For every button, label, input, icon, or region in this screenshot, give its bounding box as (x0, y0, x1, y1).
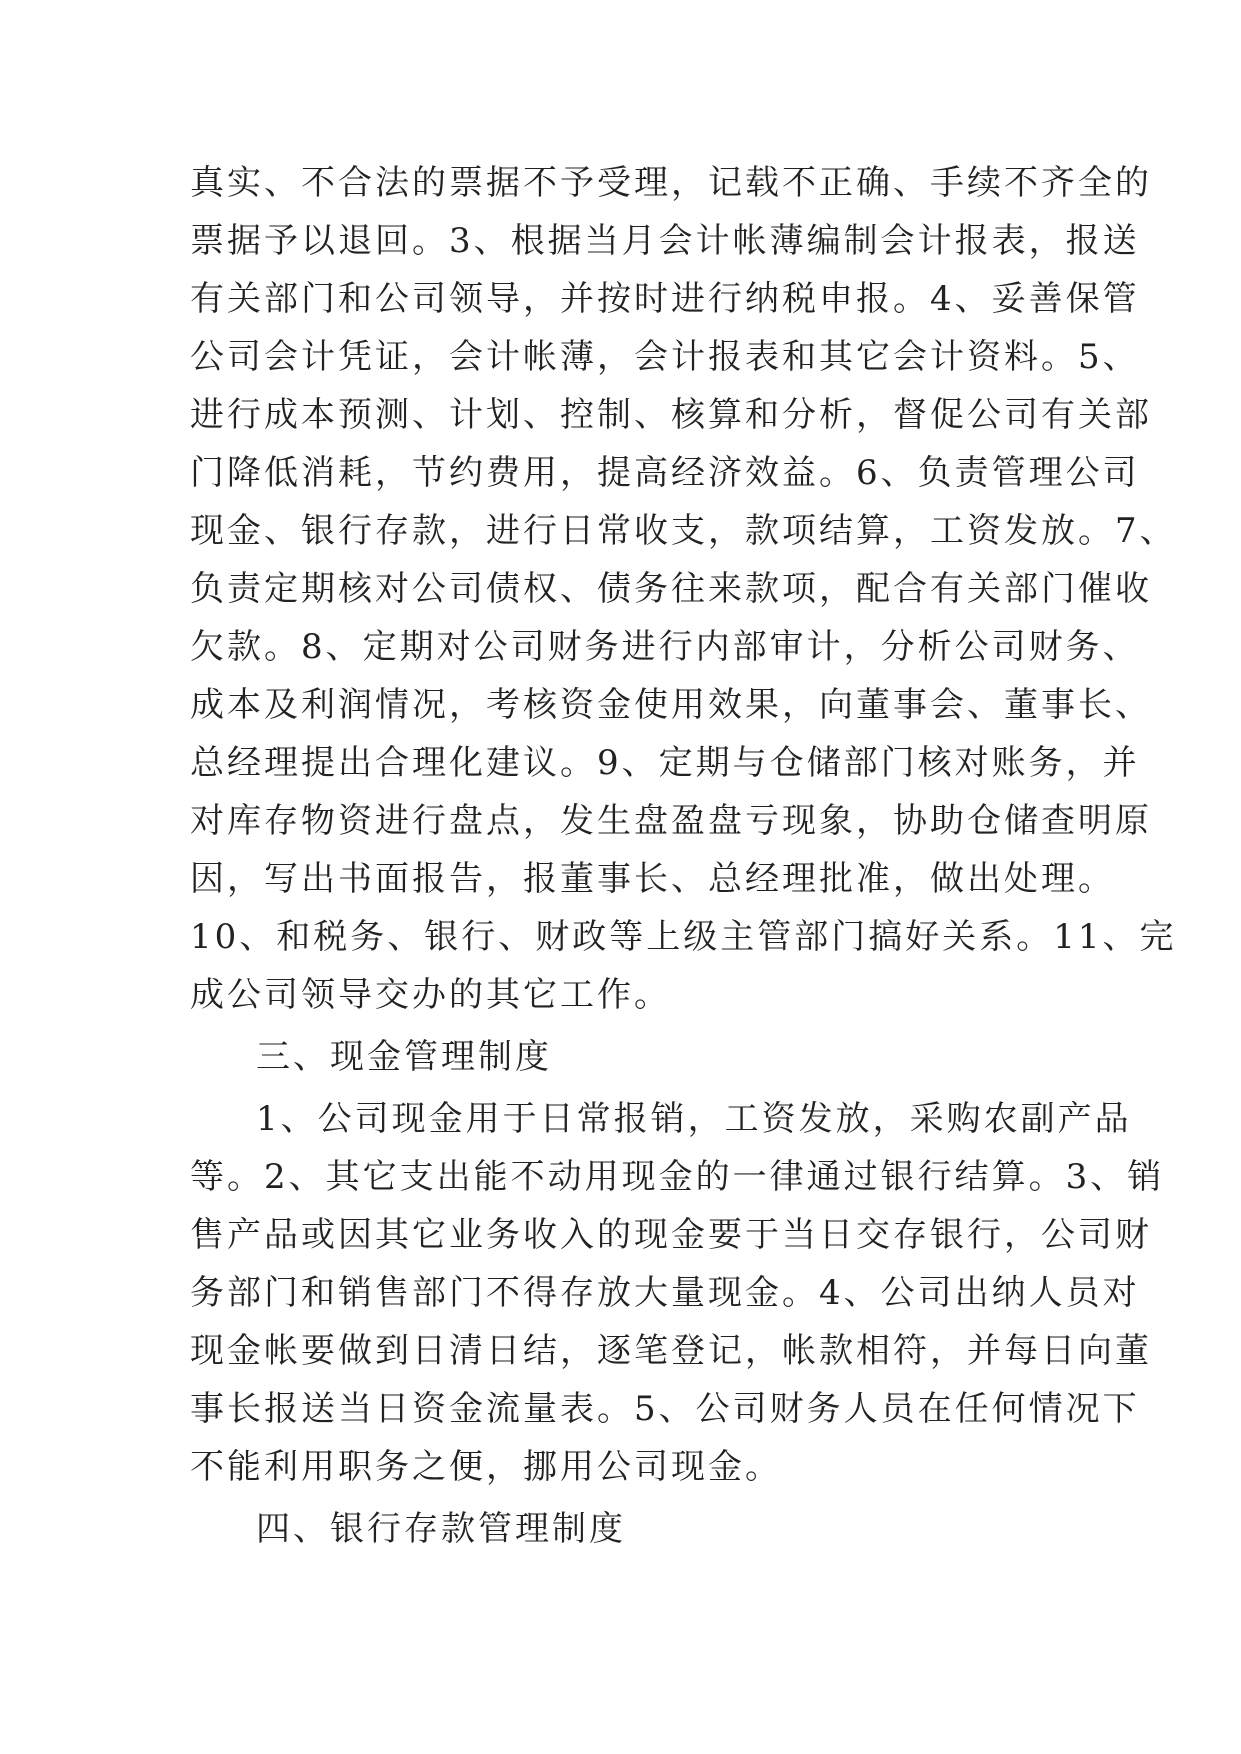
text-line: 现金、银行存款，进行日常收支，款项结算，工资发放。7、 (190, 511, 1177, 551)
text-line: 成公司领导交办的其它工作。 (190, 975, 671, 1015)
document-body (190, 154, 1177, 1562)
section-heading-cash-management: 三、现金管理制度 (256, 1037, 552, 1077)
text-line: 有关部门和公司领导，并按时进行纳税申报。4、妥善保管 (190, 279, 1140, 319)
text-line: 负责定期核对公司债权、债务往来款项，配合有关部门催收 (190, 569, 1152, 609)
paragraph-cash-management (190, 1090, 1165, 1496)
section-heading-bank-deposit-management: 四、银行存款管理制度 (256, 1509, 626, 1549)
text-line: 1、公司现金用于日常报销，工资发放，采购农副产品 (256, 1099, 1132, 1139)
text-line: 对库存物资进行盘点，发生盘盈盘亏现象，协助仓储查明原 (190, 801, 1152, 841)
text-line: 事长报送当日资金流量表。5、公司财务人员在任何情况下 (190, 1389, 1140, 1429)
text-line: 票据予以退回。3、根据当月会计帐薄编制会计报表，报送 (190, 221, 1140, 261)
paragraph-accounting-duties (190, 154, 1177, 1024)
text-line: 因，写出书面报告，报董事长、总经理批准，做出处理。 (190, 859, 1115, 899)
text-line: 真实、不合法的票据不予受理，记载不正确、手续不齐全的 (190, 163, 1152, 203)
text-line: 门降低消耗，节约费用，提高经济效益。6、负责管理公司 (190, 453, 1140, 493)
text-line: 现金帐要做到日清日结，逐笔登记，帐款相符，并每日向董 (190, 1331, 1152, 1371)
text-line: 售产品或因其它业务收入的现金要于当日交存银行，公司财 (190, 1215, 1152, 1255)
text-line: 等。2、其它支出能不动用现金的一律通过银行结算。3、销 (190, 1157, 1165, 1197)
text-line: 务部门和销售部门不得存放大量现金。4、公司出纳人员对 (190, 1273, 1140, 1313)
text-line: 不能利用职务之便，挪用公司现金。 (190, 1447, 782, 1487)
text-line: 欠款。8、定期对公司财务进行内部审计，分析公司财务、 (190, 627, 1140, 667)
text-line: 进行成本预测、计划、控制、核算和分析，督促公司有关部 (190, 395, 1152, 435)
text-line: 成本及利润情况，考核资金使用效果，向董事会、董事长、 (190, 685, 1152, 725)
text-line: 总经理提出合理化建议。9、定期与仓储部门核对账务，并 (190, 743, 1140, 783)
text-line: 10、和税务、银行、财政等上级主管部门搞好关系。11、完 (190, 917, 1177, 957)
text-line: 公司会计凭证，会计帐薄，会计报表和其它会计资料。5、 (190, 337, 1140, 377)
